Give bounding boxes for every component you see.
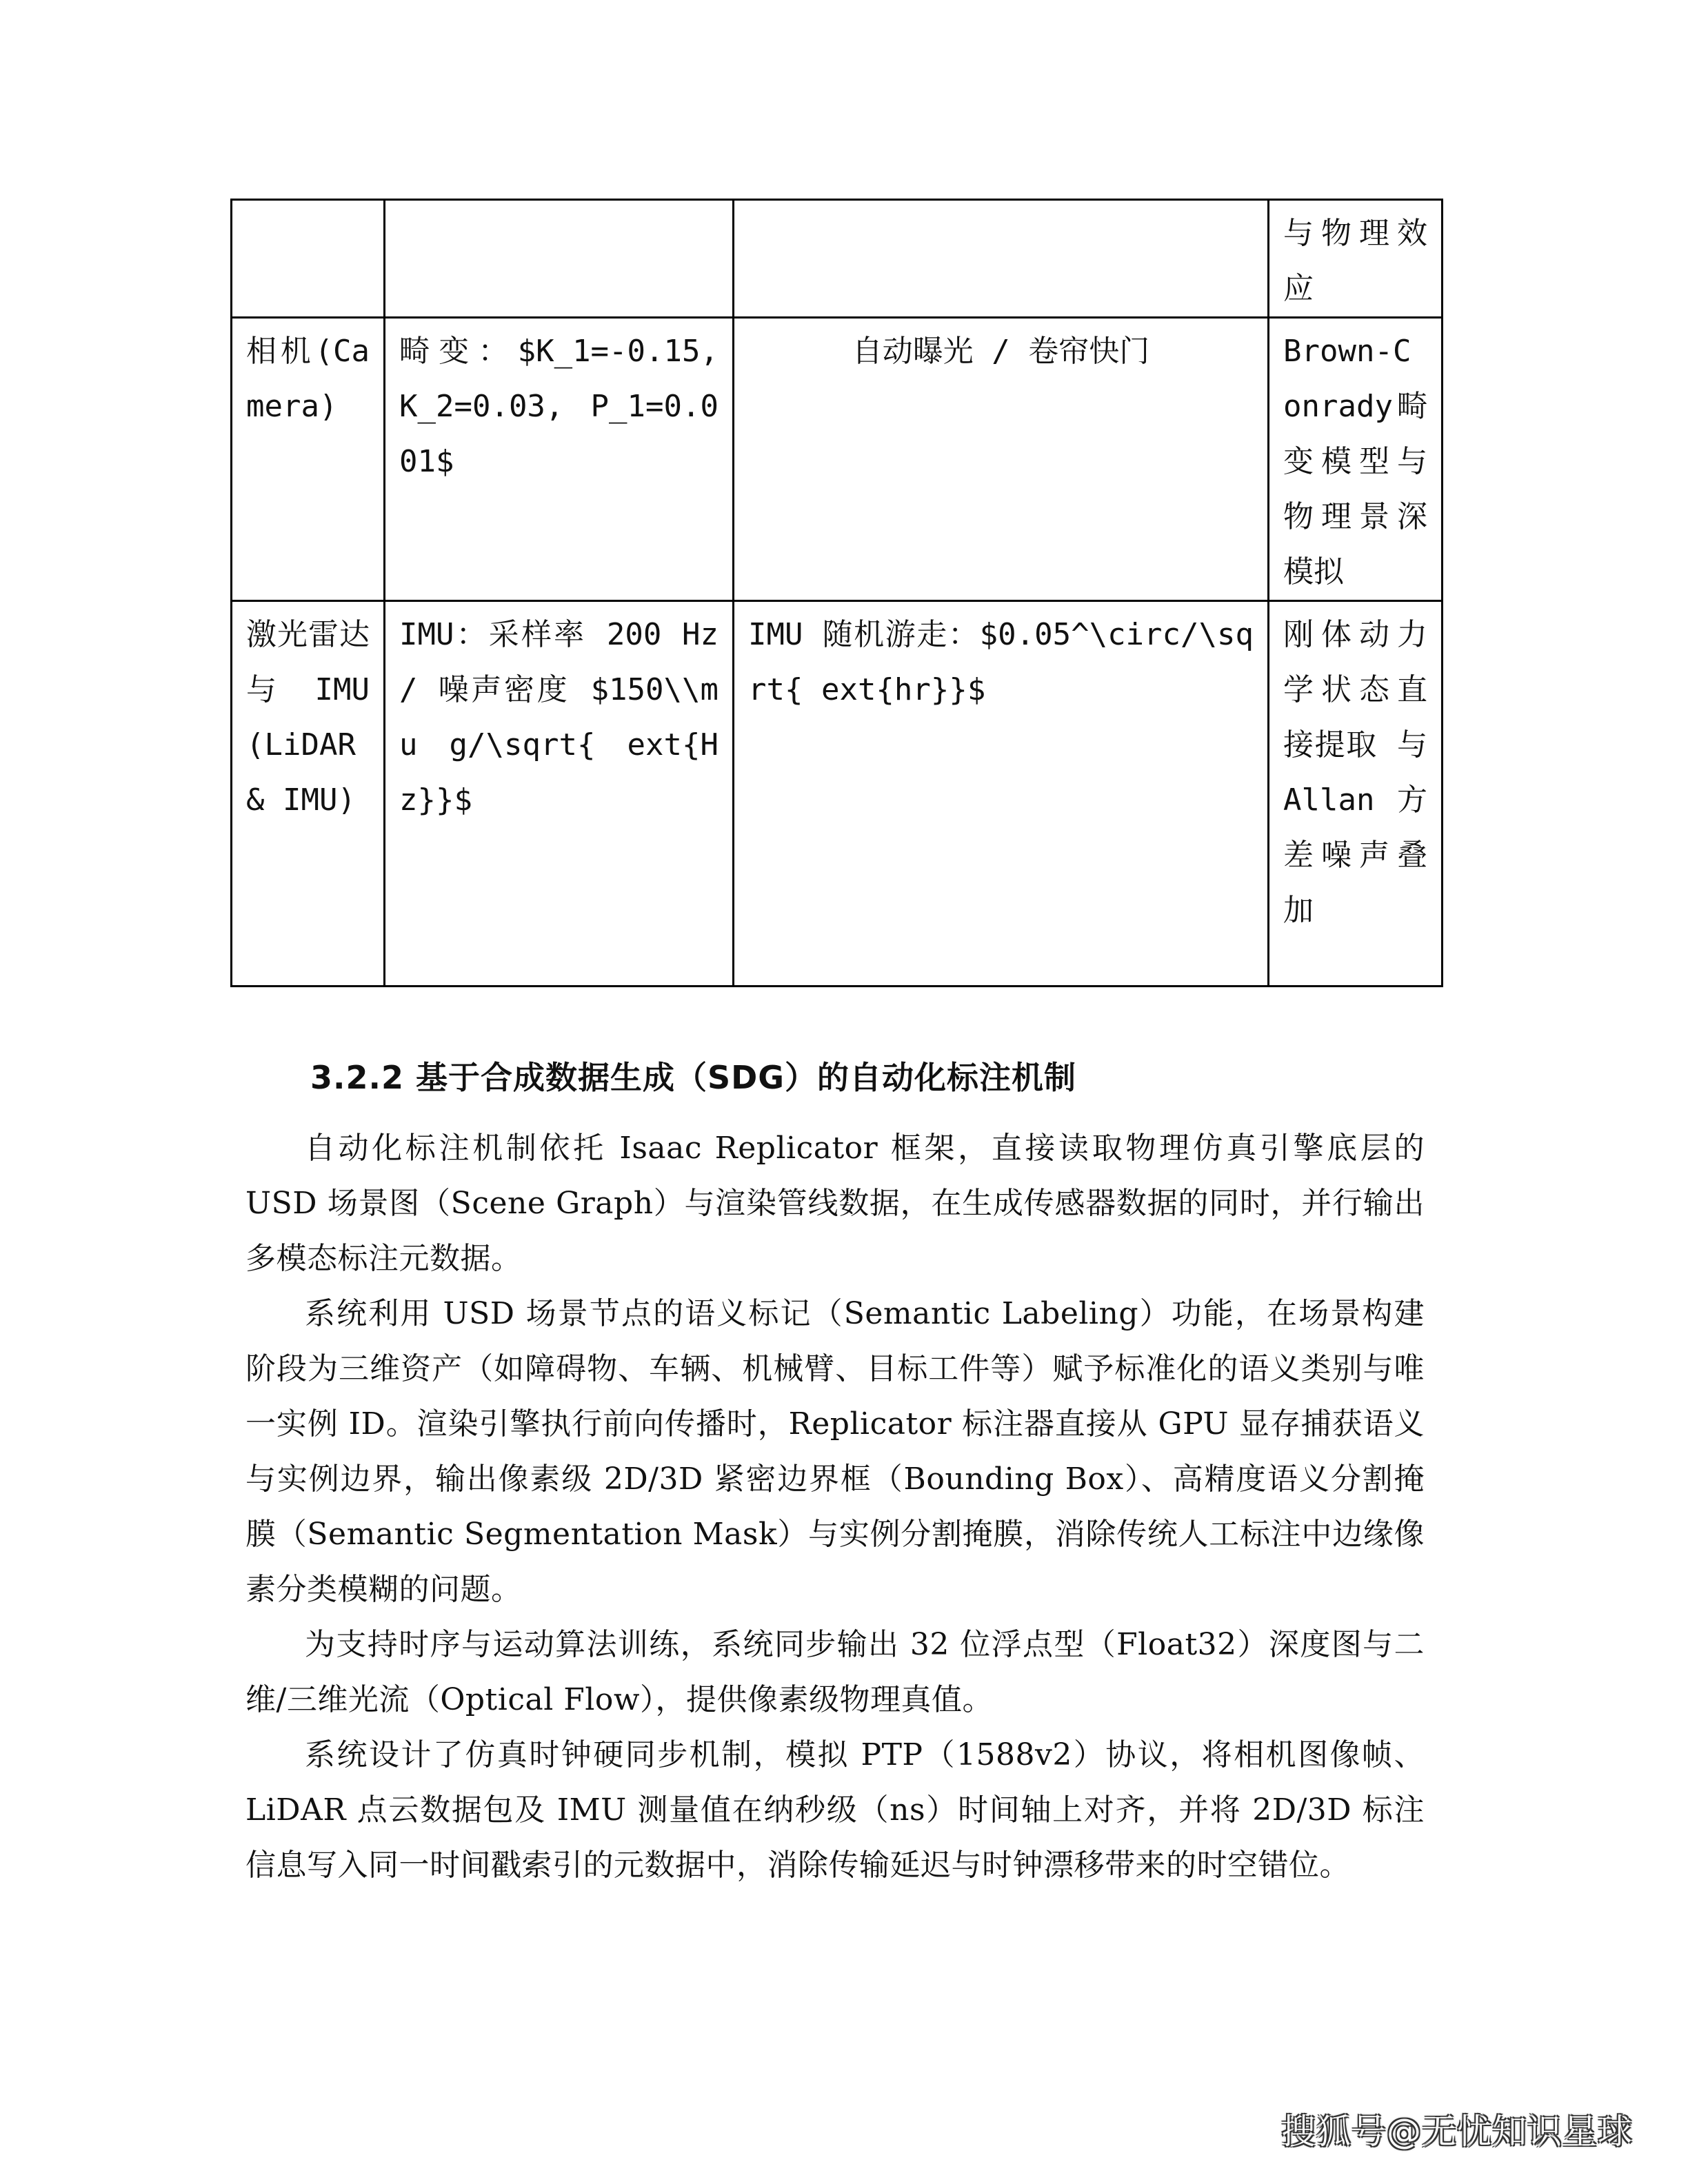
table-cell-feature	[734, 200, 1269, 318]
table-cell-parameter: 畸变：$K_1=-0.15, K_2=0.03, P_1=0.001$	[385, 318, 734, 601]
table-cell-method: 刚体动力学状态直接提取 与 Allan 方差噪声叠加	[1269, 601, 1443, 987]
table-cell-feature: IMU 随机游走：$0.05^\circ/\sqrt{ ext{hr}}$	[734, 601, 1269, 987]
table-row	[232, 601, 1443, 987]
paragraph: 系统设计了仿真时钟硬同步机制，模拟 PTP（1588v2）协议，将相机图像帧、LiDAR 点云数据包及 IMU 测量值在纳秒级（ns）时间轴上对齐，并将 2D/3D 标注信息写入同一时间戳索引的元数据中，消除传输延迟与时钟漂移带来的时空错位。	[245, 1737, 1425, 1883]
table-cell-feature: 自动曝光 / 卷帘快门	[734, 318, 1269, 601]
table-cell-method: Brown-Conrady畸变模型与物理景深模拟	[1269, 318, 1443, 601]
section-heading: 3.2.2 基于合成数据生成（SDG）的自动化标注机制	[310, 1059, 1077, 1096]
table-cell-parameter: IMU：采样率 200 Hz / 噪声密度 $150\\mu g/\sqrt{ ext{Hz}}$	[385, 601, 734, 987]
table-cell-parameter	[385, 200, 734, 318]
watermark: 搜狐号@无忧知识星球	[1281, 2112, 1633, 2152]
table-row	[232, 200, 1443, 318]
table-row	[232, 318, 1443, 601]
sensor-spec-table	[230, 199, 1443, 987]
table-cell-name: 相机(Camera)	[232, 318, 385, 601]
section-body	[245, 1121, 1425, 1893]
table-cell-name	[232, 200, 385, 318]
paragraph: 系统利用 USD 场景节点的语义标记（Semantic Labeling）功能，在场景构建阶段为三维资产（如障碍物、车辆、机械臂、目标工件等）赋予标准化的语义类别与唯一实例 ID。渲染引擎执行前向传播时，Replicator 标注器直接从 GPU 显存捕获语义与实例边界，输出像素级 2D/3D 紧密边界框（Bounding Box）、高精度语义分割掩膜（Semantic Segmentation Mask）与实例分割掩膜，消除传统人工标注中边缘像素分类模糊的问题。	[245, 1296, 1425, 1607]
table-cell-name: 激光雷达与 IMU (LiDAR & IMU)	[232, 601, 385, 987]
paragraph: 自动化标注机制依托 Isaac Replicator 框架，直接读取物理仿真引擎底层的 USD 场景图（Scene Graph）与渲染管线数据，在生成传感器数据的同时，并行输出多模态标注元数据。	[245, 1131, 1425, 1276]
table-cell-method: 与物理效应	[1269, 200, 1443, 318]
paragraph: 为支持时序与运动算法训练，系统同步输出 32 位浮点型（Float32）深度图与二维/三维光流（Optical Flow），提供像素级物理真值。	[245, 1627, 1425, 1717]
